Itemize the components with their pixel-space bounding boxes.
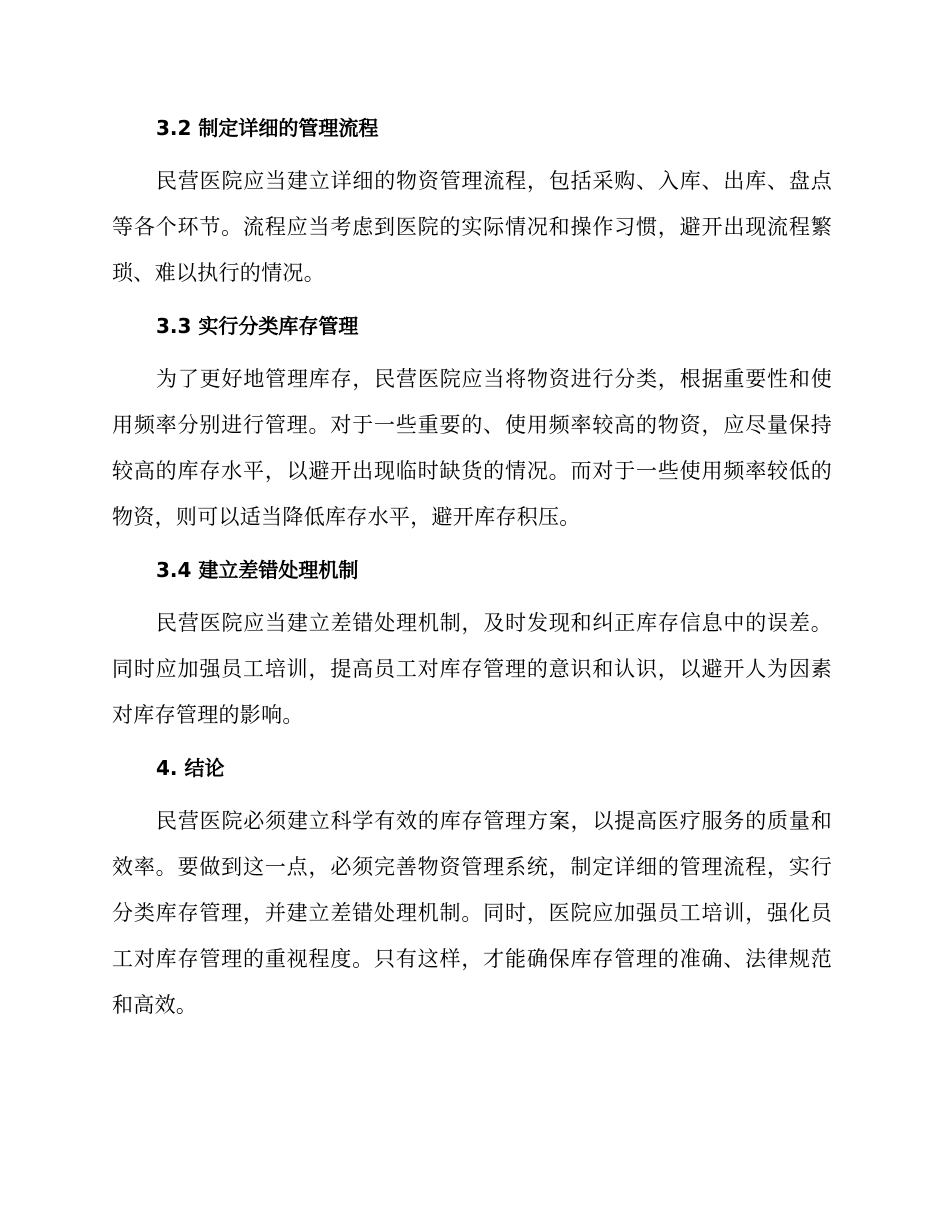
section-paragraph-3-2: 民营医院应当建立详细的物资管理流程，包括采购、入库、出库、盘点等各个环节。流程应当考虑到医院的实际情况和操作习惯，避开出现流程繁琐、难以执行的情况。 xyxy=(112,169,832,285)
section-paragraph-4-conclusion: 民营医院必须建立科学有效的库存管理方案，以提高医疗服务的质量和效率。要做到这一点，必须完善物资管理系统，制定详细的管理流程，实行分类库存管理，并建立差错处理机制。同时，医院应加强员工培训，强化员工对库存管理的重视程度。只有这样，才能确保库存管理的准确、法律规范和高效。 xyxy=(112,809,832,1017)
section-paragraph-3-3: 为了更好地管理库存，民营医院应当将物资进行分类，根据重要性和使用频率分别进行管理。对于一些重要的、使用频率较高的物资，应尽量保持较高的库存水平，以避开出现临时缺货的情况。而对于一些使用频率较低的物资，则可以适当降低库存水平，避开库存积压。 xyxy=(112,367,832,529)
document-page xyxy=(112,108,832,1038)
section-paragraph-3-4: 民营医院应当建立差错处理机制，及时发现和纠正库存信息中的误差。同时应加强员工培训，提高员工对库存管理的意识和认识，以避开人为因素对库存管理的影响。 xyxy=(112,611,832,727)
section-heading-4-conclusion: 4. 结论 xyxy=(156,756,225,780)
section-heading-3-3: 3.3 实行分类库存管理 xyxy=(156,314,359,338)
section-heading-3-2: 3.2 制定详细的管理流程 xyxy=(156,116,379,140)
section-heading-3-4: 3.4 建立差错处理机制 xyxy=(156,558,359,582)
